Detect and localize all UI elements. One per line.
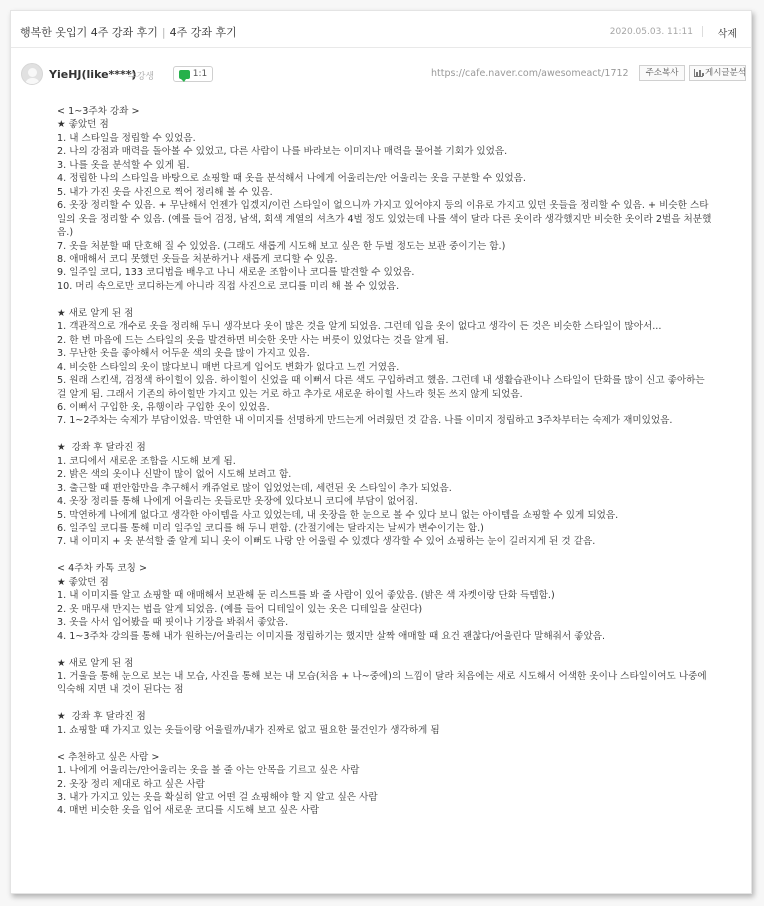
body-text-line: 7. 1~2주차는 숙제가 부담이었음. 막연한 내 이미지를 선명하게 만드는게 어려웠던 것 같음. 나를 이미지 정립하고 3주차부터는 숙제가 재미있었음. [57,415,673,427]
copy-url-button[interactable]: 주소복사 [639,65,685,81]
post-stats-button[interactable] [689,65,746,81]
chat-button[interactable] [173,66,213,82]
body-text-line: 1. 객관적으로 개수로 옷을 정리해 두니 생각보다 옷이 많은 것을 알게 되었음. 그런데 입을 옷이 없다고 생각이 든 것은 비슷한 스타일이 많아서... [57,321,662,333]
body-text-line: 1. 나에게 어울리는/안어울리는 옷을 볼 줄 아는 안목을 기르고 싶은 사람 [57,765,360,777]
body-text-line: 4. 1~3주차 강의를 통해 내가 원하는/어울리는 이미지를 정립하기는 했지만 살짝 애매할 때 요건 괜찮다/어울린다 말해줘서 좋았음. [57,630,606,642]
body-text-line: < 추천하고 싶은 사람 > [57,751,160,763]
body-text-line [57,643,712,656]
body-text-line: 1. 거울을 통해 눈으로 보는 내 모습, 사진을 통해 보는 내 모습(처음 + 나~중에)의 느낌이 달라 처음에는 새로 시도해서 어색한 옷이나 스타일이여도 나중에 익숙해 지면 내 것이 된다는 점 [57,670,710,696]
body-text-line: 6. 이뻐서 구입한 옷, 유행이라 구입한 옷이 있었음. [57,401,270,413]
body-text-line: 4. 옷장 정리를 통해 나에게 어울리는 옷들로만 옷장에 있다보니 코디에 부담이 없어짐. [57,496,418,508]
body-text-line: 5. 막연하게 나에게 없다고 생각한 아이템을 사고 있었는데, 내 옷장을 한 눈으로 볼 수 있다 보니 없는 아이템을 쇼핑할 수 있게 되었음. [57,509,619,521]
chat-label: 1:1 [192,69,208,79]
post-title-bar [11,11,751,48]
body-text-line: 5. 원래 스킨색, 검정색 하이힐이 있음. 하이힐이 신었을 때 이뻐서 다른 색도 구입하려고 했음. 그런데 내 생활습관이나 스타일이 단화를 많이 신고 좋아하는 걸 알게 됨. 그래서 기존의 하이힐만 가지고 있는 거로 하고 추가로 새로운 하이힐 사느라 헛돈 쓰지 않게 되었음. [57,375,708,400]
body-text-line: ★ 좋았던 점 [57,576,109,588]
delete-button[interactable]: 삭제 [717,29,737,40]
title-separator: | [161,26,166,39]
body-text-line: < 4주차 카톡 코칭 > [57,563,147,575]
member-level: 수강생 [128,72,155,82]
body-text-line [57,428,712,441]
body-text-line: ★ 새로 알게 된 점 [57,307,134,319]
body-text-line: 1. 코디에서 새로운 조합을 시도해 보게 됨. [57,455,236,467]
body-text-line: 6. 옷장 정리할 수 있음. + 무난해서 언젠가 입겠지/이런 스타일이 없으니까 가지고 있어야지 등의 이유로 가지고 있던 옷들을 정리할 수 있음. + 비슷한 스타일의 옷을 정리할 수 있음. (예를 들어 검정, 남색, 회색 계열의 셔츠가 4벌 정도 있었는데 나를 색이 달라 다른 옷이라 생각했지만 비슷한 옷이라 2벌을 처분했음.) [57,200,712,239]
body-text-line: ★ 새로 알게 된 점 [57,657,134,669]
body-text-line: 9. 일주일 코디, 133 코디법을 배우고 나니 새로운 조합이나 코디를 발견할 수 있었음. [57,267,415,279]
body-text-line: 5. 내가 가진 옷을 사진으로 찍어 정리해 볼 수 있음. [57,186,273,198]
body-text-line: < 1~3주차 강좌 > [57,106,140,117]
bar-chart-icon [694,69,703,77]
avatar-body-shape [25,78,40,85]
post-title[interactable]: 행복한 옷입기 4주 강좌 후기 [20,26,158,39]
body-text-line: 7. 내 이미지 + 옷 분석할 줄 알게 되니 옷이 이뻐도 나랑 안 어울릴 수 있겠다 생각할 수 있어 쇼핑하는 눈이 길러지게 된 것 같음. [57,536,596,548]
body-text-line: 1. 내 스타일을 정립할 수 있었음. [57,132,196,144]
body-text-line: 4. 비슷한 스타일의 옷이 많다보니 매번 다르게 입어도 변화가 없다고 느낀 거였음. [57,361,400,373]
body-text-line: 4. 정립한 나의 스타일을 바탕으로 쇼핑할 때 옷을 분석해서 나에게 어울리는/안 어울리는 옷을 구분할 수 있었음. [57,173,526,185]
board-menu-link[interactable]: 4주 강좌 후기 [169,26,237,39]
post-stats-label: 게시글분석 [705,68,747,78]
body-text-line: 2. 나의 강점과 매력을 돌아볼 수 있었고, 다른 사람이 나를 바라보는 이미지나 매력을 물어볼 기회가 있었음. [57,146,508,158]
post-date: 2020.05.03. 11:11 [609,27,693,37]
avatar-head-shape [28,68,37,77]
body-text-line: ★ 강좌 후 달라진 점 [57,711,146,723]
body-text-line [57,293,712,306]
author-bar [11,49,751,89]
body-text-line: ★ 강좌 후 달라진 점 [57,442,146,454]
body-text-line: 3. 옷을 사서 입어봤을 때 핏이나 기장을 봐줘서 좋았음. [57,617,289,629]
avatar[interactable] [21,63,43,85]
post-url-link[interactable]: https://cafe.naver.com/awesomeact/1712 [431,68,629,79]
body-text-line: ★ 좋았던 점 [57,119,109,131]
body-text-line: 6. 일주일 코디를 통해 미리 일주일 코디를 해 두니 편함. (간절기에는 달라지는 날씨가 변수이기는 함.) [57,523,484,535]
body-text-line: 8. 애매해서 코디 못했던 옷들을 처분하거나 새롭게 코디할 수 있음. [57,253,338,265]
body-text-line [57,737,712,750]
chat-icon [179,70,190,79]
body-text-line: 2. 옷 매무새 만지는 법을 알게 되었음. (예를 들어 디테일이 있는 옷은 디테일을 살린다) [57,603,423,615]
body-text-line: 7. 옷을 처분할 때 단호해 질 수 있었음. (그래도 새롭게 시도해 보고 싶은 한 두벌 정도는 보관 중이기는 함.) [57,240,506,252]
body-text-line: 10. 머리 속으로만 코디하는게 아니라 직접 사진으로 코디를 미리 해 볼 수 있었음. [57,280,400,292]
author-nickname[interactable]: YieHJ(like****) [49,68,137,81]
body-text-line: 3. 무난한 옷을 좋아해서 어두운 색의 옷을 많이 가지고 있음. [57,348,310,360]
post-body [57,105,712,818]
body-text-line: 3. 출근할 때 편안함만을 추구해서 캐쥬얼로 많이 입었었는데, 세련된 옷 스타일이 추가 되었음. [57,482,452,494]
date-divider [702,26,703,37]
body-text-line [57,549,712,562]
body-text-line [57,697,712,710]
body-text-line: 2. 밝은 색의 옷이나 신발이 많이 없어 시도해 보려고 함. [57,469,292,481]
body-text-line: 4. 매번 비슷한 옷을 입어 새로운 코디를 시도해 보고 싶은 사람 [57,805,320,817]
body-text-line: 1. 쇼핑할 때 가지고 있는 옷들이랑 어울릴까/내가 진짜로 없고 필요한 물건인가 생각하게 됨 [57,724,440,736]
body-text-line: 3. 내가 가지고 있는 옷을 확실히 알고 어떤 걸 쇼핑해야 할 지 알고 싶은 사람 [57,792,378,804]
body-text-line: 2. 옷장 정리 제대로 하고 싶은 사람 [57,778,205,790]
body-text-line: 2. 한 번 마음에 드는 스타일의 옷을 발견하면 비슷한 옷만 사는 버릇이 있었다는 것을 알게 됨. [57,334,449,346]
body-text-line: 1. 내 이미지를 알고 쇼핑할 때 애매해서 보관해 둔 리스트를 봐 줄 사람이 있어 좋았음. (밝은 색 자켓이랑 단화 득템함.) [57,590,555,602]
post-title-area [20,24,237,40]
post-sheet [10,10,752,894]
body-text-line: 3. 나를 옷을 분석할 수 있게 됨. [57,159,190,171]
